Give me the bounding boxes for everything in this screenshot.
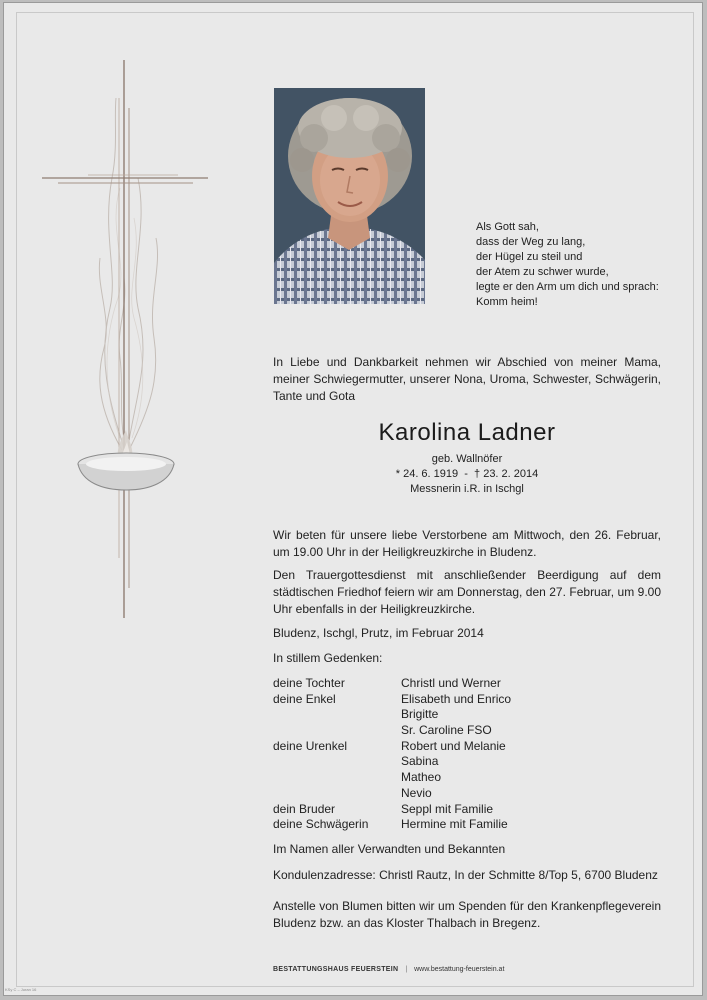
- family-row: [273, 707, 661, 723]
- family-row: [273, 802, 661, 818]
- family-names: Robert und Melanie: [401, 738, 506, 753]
- cross-with-flame-illustration: [38, 58, 218, 628]
- family-row: [273, 676, 661, 692]
- family-names: Sabina: [401, 754, 439, 769]
- family-names: Brigitte: [401, 707, 439, 722]
- funeral-home-name: BESTATTUNGSHAUS FEUERSTEIN: [273, 966, 399, 973]
- family-relation: [273, 770, 401, 786]
- condolence-address: Kondulenzadresse: Christl Rautz, In der Schmitte 8/Top 5, 6700 Bludenz: [273, 868, 658, 882]
- family-names: Nevio: [401, 785, 432, 800]
- family-names: Elisabeth und Enrico: [401, 691, 512, 706]
- place-date: Bludenz, Ischgl, Prutz, im Februar 2014: [273, 626, 484, 640]
- family-row: [273, 692, 661, 708]
- prayer-notice: Wir beten für unsere liebe Verstorbene am Mittwoch, den 26. Februar, um 19.00 Uhr in der Heiligkreuzkirche in Bludenz.: [273, 528, 661, 559]
- family-names: Seppl mit Familie: [401, 801, 494, 816]
- family-row: [273, 723, 661, 739]
- family-row: [273, 739, 661, 755]
- deceased-name: Karolina Ladner: [378, 419, 556, 446]
- footer-separator: |: [405, 966, 408, 973]
- family-names: Hermine mit Familie: [401, 817, 508, 832]
- family-list: [273, 676, 661, 833]
- poem-line: legte er den Arm um dich und sprach:: [476, 281, 659, 293]
- poem: [476, 220, 676, 310]
- family-row: [273, 770, 661, 786]
- funeral-home-website[interactable]: www.bestattung-feuerstein.at: [414, 966, 505, 973]
- donation-note: Anstelle von Blumen bitten wir um Spenden für den Krankenpflegeverein Bludenz bzw. an das Kloster Thalbach in Bregenz.: [273, 899, 661, 930]
- print-code: KSy C – Juran 16: [5, 987, 37, 992]
- intro-text: In Liebe und Dankbarkeit nehmen wir Abschied von meiner Mama, meiner Schwiegermutter, unserer Nona, Uroma, Schwester, Schwägerin, Tante und Gota: [273, 355, 661, 403]
- poem-line: dass der Weg zu lang,: [476, 236, 586, 248]
- family-row: [273, 786, 661, 802]
- poem-line: Komm heim!: [476, 296, 538, 308]
- poem-line: der Hügel zu steil und: [476, 251, 583, 263]
- deceased-role: Messnerin i.R. in Ischgl: [410, 483, 524, 495]
- family-relation: deine Enkel: [273, 691, 336, 706]
- family-relation: dein Bruder: [273, 801, 336, 816]
- family-relation: deine Tochter: [273, 676, 345, 690]
- poem-line: Als Gott sah,: [476, 221, 539, 233]
- family-names: Sr. Caroline FSO: [401, 723, 492, 738]
- family-relation: deine Schwägerin: [273, 817, 369, 832]
- family-relation: [273, 707, 401, 723]
- obituary-page: [3, 2, 703, 996]
- family-relation: [273, 723, 401, 739]
- family-relation: [273, 786, 401, 802]
- relatives-note: Im Namen aller Verwandten und Bekannten: [273, 842, 506, 856]
- deceased-details: [273, 452, 661, 497]
- life-dates: * 24. 6. 1919 - † 23. 2. 2014: [395, 468, 539, 480]
- family-relation: deine Urenkel: [273, 738, 348, 753]
- family-names: Christl und Werner: [401, 676, 501, 690]
- footer: [273, 966, 673, 973]
- family-row: [273, 754, 661, 770]
- maiden-name: geb. Wallnöfer: [431, 453, 503, 465]
- memory-heading: In stillem Gedenken:: [273, 651, 383, 665]
- family-names: Matheo: [401, 770, 442, 785]
- portrait-photo: [274, 88, 425, 304]
- family-row: [273, 817, 661, 833]
- poem-line: der Atem zu schwer wurde,: [476, 266, 609, 278]
- family-relation: [273, 754, 401, 770]
- funeral-notice: Den Trauergottesdienst mit anschließender Beerdigung auf dem städtischen Friedhof feiern wir am Donnerstag, den 27. Februar, um 9.00 Uhr ebenfalls in der Heiligkreuzkirche.: [273, 568, 661, 616]
